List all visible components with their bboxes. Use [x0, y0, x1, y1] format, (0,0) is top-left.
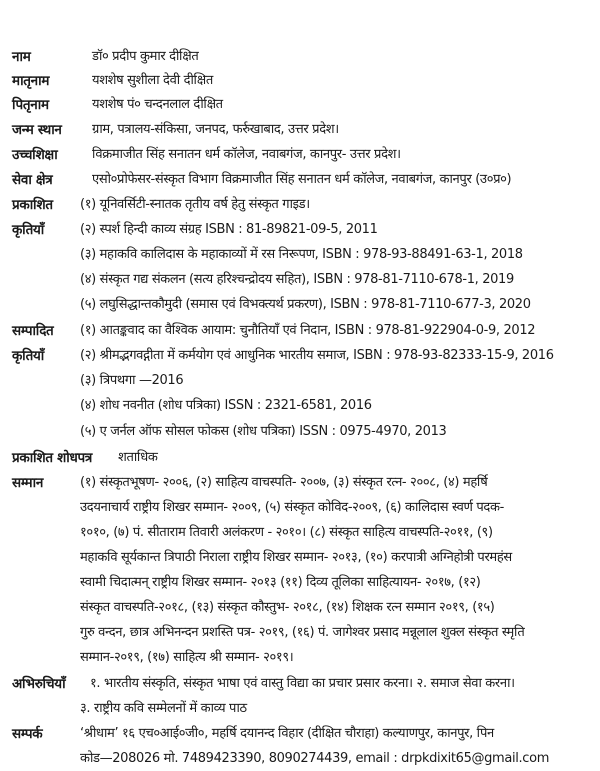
published-item: (१) यूनिवर्सिटी-स्नातक तृतीय वर्ष हेतु संस्कृत गाइड। — [80, 197, 310, 212]
honours-line: संस्कृत वाचस्पति-२०१८, (१३) संस्कृत कौस्तुभ- २०१८, (१४) शिक्षक रत्न सम्मान २०१९, (१५) — [80, 600, 495, 615]
name-value: डॉ० प्रदीप कुमार दीक्षित — [92, 49, 199, 64]
mother-label: मातृनाम — [12, 73, 50, 89]
edited-item: (४) शोध नवनीत (शोध पत्रिका) ISSN : 2321-6581, 2016 — [80, 398, 372, 413]
honours-line: गुरु वन्दन, छात्र अभिनन्दन प्रशस्ति पत्र- २०१९, (१६) पं. जागेश्वर प्रसाद मन्नूलाल शुक्ल संस्कृत स्मृति — [80, 625, 525, 640]
interests-line: १. भारतीय संस्कृति, संस्कृत भाषा एवं वास्तु विद्या का प्रचार प्रसार करना। २. समाज सेवा करना। — [90, 676, 515, 691]
research-papers-value: शताधिक — [118, 450, 158, 465]
interests-label: अभिरुचियाँ — [12, 676, 66, 692]
contact-label: सम्पर्क — [12, 726, 43, 742]
published-label-2: कृतियाँ — [12, 222, 44, 238]
education-label: उच्चशिक्षा — [12, 147, 58, 163]
published-item: (५) लघुसिद्धान्तकौमुदी (समास एवं विभक्त्यर्थ प्रकरण), ISBN : 978-81-7110-677-3, 2020 — [80, 297, 531, 312]
edited-label: सम्पादित — [12, 323, 54, 339]
edited-item: (३) त्रिपथगा —2016 — [80, 373, 184, 388]
father-value: यशशेष पं० चन्दनलाल दीक्षित — [92, 97, 223, 112]
contact-phone-email: कोड—208026 मो. 7489423390, 8090274439, email : drpkdixit65@gmail.com — [80, 751, 550, 766]
edited-item: (१) आतङ्कवाद का वैश्विक आयाम: चुनौतियाँ एवं निदान, ISBN : 978-81-922904-0-9, 2012 — [80, 323, 536, 338]
honours-line: महाकवि सूर्यकान्त त्रिपाठी निराला राष्ट्रीय शिखर सम्मान- २०१३, (१०) करपात्री अग्निहोत्री परमहंस — [80, 550, 512, 565]
honours-line: (१) संस्कृतभूषण- २००६, (२) साहित्य वाचस्पति- २००७, (३) संस्कृत रत्न- २००८, (४) महर्षि — [80, 475, 488, 490]
published-item: (३) महाकवि कालिदास के महाकाव्यों में रस निरूपण, ISBN : 978-93-88491-63-1, 2018 — [80, 247, 523, 262]
published-item: (४) संस्कृत गद्य संकलन (सत्य हरिश्चन्द्रोदय सहित), ISBN : 978-81-7110-678-1, 2019 — [80, 272, 514, 287]
honours-line: स्वामी चिदात्मन् राष्ट्रीय शिखर सम्मान- २०१३ (११) दिव्य तूलिका साहित्यायन- २०१७, (१२) — [80, 575, 481, 590]
honours-label: सम्मान — [12, 475, 44, 491]
published-label: प्रकाशित — [12, 197, 53, 213]
interests-line: ३. राष्ट्रीय कवि सम्मेलनों में काव्य पाठ — [80, 701, 247, 716]
name-label: नाम — [12, 49, 31, 65]
education-value: विक्रमाजीत सिंह सनातन धर्म कॉलेज, नवाबगंज, कानपुर- उत्तर प्रदेश। — [92, 147, 401, 162]
father-label: पितृनाम — [12, 97, 49, 113]
honours-line: उदयनाचार्य राष्ट्रीय शिखर सम्मान- २००९, (५) संस्कृत कोविद-२००९, (६) कालिदास स्वर्ण पदक- — [80, 500, 504, 515]
birthplace-label: जन्म स्थान — [12, 122, 62, 138]
service-value: एसो०प्रोफेसर-संस्कृत विभाग विक्रमाजीत सिंह सनातन धर्म कॉलेज, नवाबगंज, कानपुर (उ०प्र०) — [92, 172, 512, 187]
mother-value: यशशेष सुशीला देवी दीक्षित — [92, 73, 213, 88]
contact-address: ‘श्रीधाम’ १६ एच०आई०जी०, महर्षि दयानन्द विहार (दीक्षित चौराहा) कल्याणपुर, कानपुर, पिन — [80, 726, 494, 741]
edited-item: (२) श्रीमद्भगवद्गीता में कर्मयोग एवं आधुनिक भारतीय समाज, ISBN : 978-93-82333-15-9, 2016 — [80, 348, 554, 363]
honours-line: १०१०, (७) पं. सीताराम तिवारी अलंकरण - २०१०। (८) संस्कृत साहित्य वाचस्पति-२०११, (९) — [80, 525, 493, 540]
research-papers-label: प्रकाशित शोधपत्र — [12, 450, 93, 466]
published-item: (२) स्पर्श हिन्दी काव्य संग्रह ISBN : 81-89821-09-5, 2011 — [80, 222, 378, 237]
birthplace-value: ग्राम, पत्रालय-संकिसा, जनपद, फर्रुखाबाद, उत्तर प्रदेश। — [92, 122, 339, 137]
edited-label-2: कृतियाँ — [12, 348, 44, 364]
honours-line: सम्मान-२०१९, (१७) साहित्य श्री सम्मान- २०१९। — [80, 650, 294, 665]
service-label: सेवा क्षेत्र — [12, 172, 53, 188]
edited-item: (५) ए जर्नल ऑफ सोसल फोकस (शोध पत्रिका) ISSN : 0975-4970, 2013 — [80, 424, 447, 439]
